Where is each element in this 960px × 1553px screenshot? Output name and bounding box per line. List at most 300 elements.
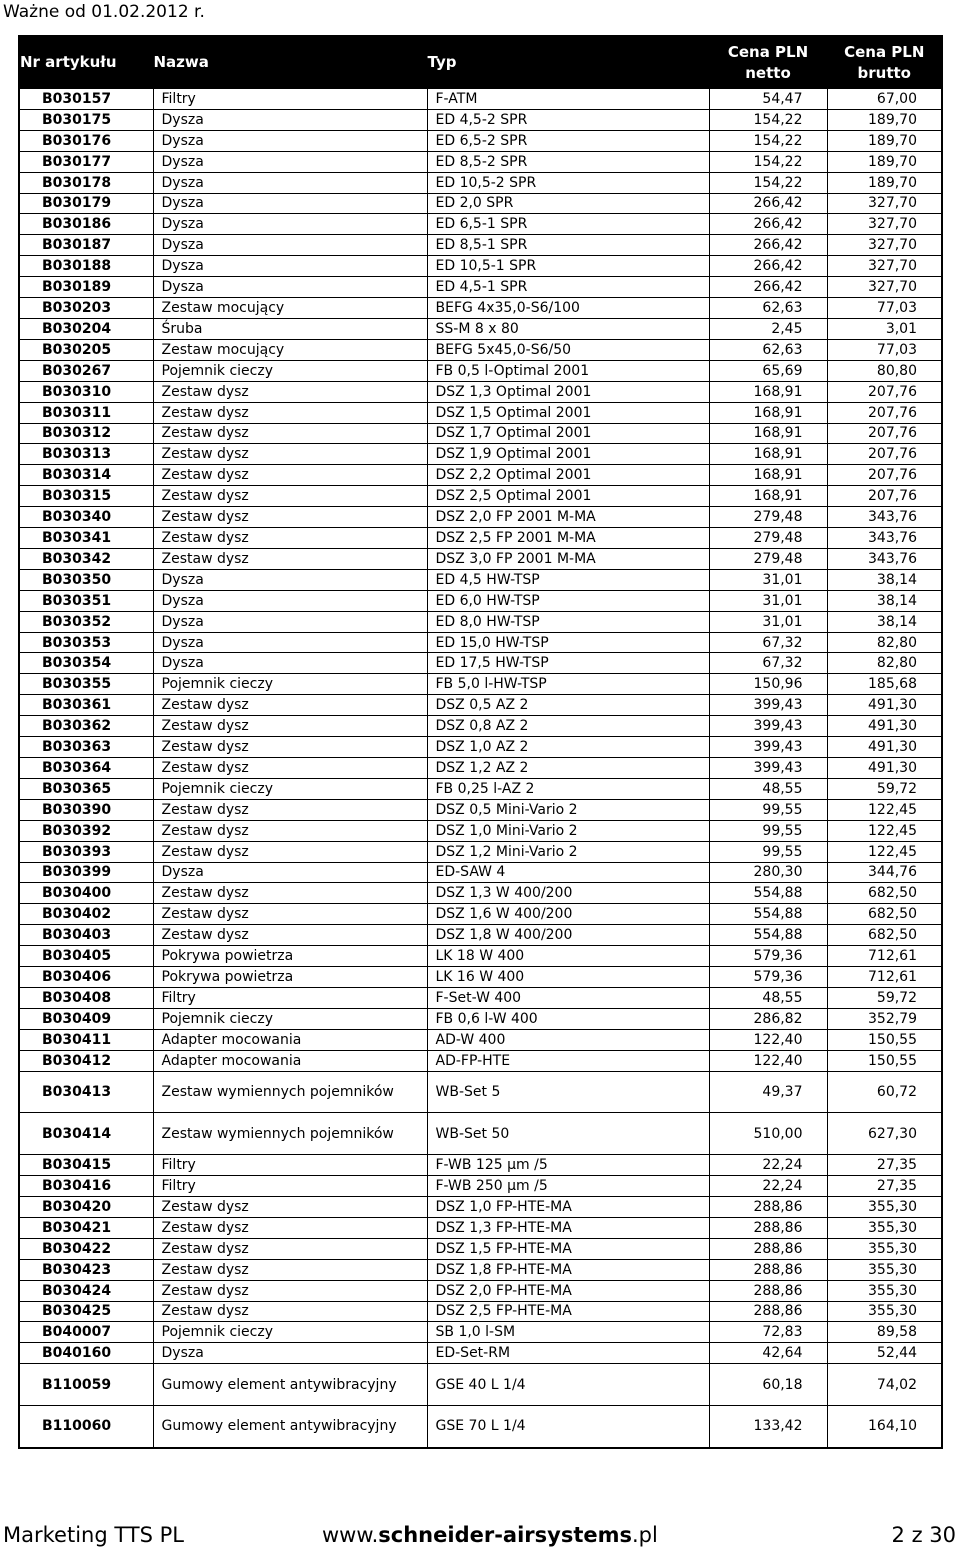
table-row: [19, 130, 942, 151]
cell-net-price: 168,91: [709, 486, 827, 507]
cell-net-price: 399,43: [709, 758, 827, 779]
cell-name: Dysza: [153, 569, 427, 590]
table-row: [19, 402, 942, 423]
cell-gross-price: 82,80: [827, 632, 942, 653]
cell-article-number: B030204: [19, 318, 153, 339]
cell-name: Dysza: [153, 235, 427, 256]
table-row: [19, 172, 942, 193]
cell-net-price: 288,86: [709, 1238, 827, 1259]
cell-gross-price: 682,50: [827, 925, 942, 946]
cell-name: Filtry: [153, 89, 427, 110]
cell-name: Filtry: [153, 1176, 427, 1197]
cell-type: ED 4,5-1 SPR: [427, 277, 709, 298]
cell-net-price: 168,91: [709, 402, 827, 423]
cell-article-number: B030315: [19, 486, 153, 507]
cell-gross-price: 38,14: [827, 590, 942, 611]
cell-type: DSZ 1,3 W 400/200: [427, 883, 709, 904]
cell-type: ED 8,5-1 SPR: [427, 235, 709, 256]
cell-name: Adapter mocowania: [153, 1029, 427, 1050]
cell-type: DSZ 1,9 Optimal 2001: [427, 444, 709, 465]
table-row: [19, 1406, 942, 1448]
cell-net-price: 48,55: [709, 778, 827, 799]
cell-name: Zestaw dysz: [153, 507, 427, 528]
cell-article-number: B030311: [19, 402, 153, 423]
cell-type: FB 0,6 l-W 400: [427, 1008, 709, 1029]
cell-name: Pojemnik cieczy: [153, 1322, 427, 1343]
cell-article-number: B030340: [19, 507, 153, 528]
cell-net-price: 579,36: [709, 967, 827, 988]
cell-name: Śruba: [153, 318, 427, 339]
validity-date: Ważne od 01.02.2012 r.: [3, 2, 205, 22]
cell-gross-price: 355,30: [827, 1280, 942, 1301]
cell-article-number: B030176: [19, 130, 153, 151]
cell-article-number: B030361: [19, 695, 153, 716]
cell-article-number: B030312: [19, 423, 153, 444]
table-row: [19, 298, 942, 319]
cell-name: Gumowy element antywibracyjny: [153, 1364, 427, 1406]
footer-department: Marketing TTS PL: [3, 1523, 184, 1547]
column-header-code: Nr artykułu: [19, 36, 153, 89]
cell-type: DSZ 2,2 Optimal 2001: [427, 465, 709, 486]
cell-type: AD-FP-HTE: [427, 1050, 709, 1071]
table-row: [19, 841, 942, 862]
cell-net-price: 49,37: [709, 1071, 827, 1113]
cell-type: DSZ 3,0 FP 2001 M-MA: [427, 548, 709, 569]
cell-name: Pojemnik cieczy: [153, 1008, 427, 1029]
table-row: [19, 967, 942, 988]
table-row: [19, 1364, 942, 1406]
table-row: [19, 1343, 942, 1364]
cell-gross-price: 352,79: [827, 1008, 942, 1029]
cell-net-price: 133,42: [709, 1406, 827, 1448]
cell-net-price: 65,69: [709, 360, 827, 381]
cell-name: Zestaw mocujący: [153, 298, 427, 319]
column-header-gross-price: [827, 36, 942, 89]
cell-gross-price: 682,50: [827, 904, 942, 925]
cell-gross-price: 77,03: [827, 339, 942, 360]
net-header-line1: Cena PLN: [727, 42, 809, 61]
cell-article-number: B030415: [19, 1155, 153, 1176]
cell-gross-price: 207,76: [827, 486, 942, 507]
table-row: [19, 799, 942, 820]
table-row: [19, 987, 942, 1008]
table-row: [19, 507, 942, 528]
cell-gross-price: 627,30: [827, 1113, 942, 1155]
cell-type: FB 0,25 l-AZ 2: [427, 778, 709, 799]
cell-net-price: 42,64: [709, 1343, 827, 1364]
cell-article-number: B030177: [19, 151, 153, 172]
cell-type: ED 4,5-2 SPR: [427, 109, 709, 130]
cell-gross-price: 207,76: [827, 402, 942, 423]
cell-net-price: 266,42: [709, 214, 827, 235]
cell-gross-price: 122,45: [827, 820, 942, 841]
cell-type: DSZ 0,5 AZ 2: [427, 695, 709, 716]
cell-net-price: 266,42: [709, 193, 827, 214]
cell-net-price: 154,22: [709, 151, 827, 172]
cell-type: F-Set-W 400: [427, 987, 709, 1008]
cell-gross-price: 189,70: [827, 151, 942, 172]
cell-gross-price: 355,30: [827, 1259, 942, 1280]
cell-gross-price: 344,76: [827, 862, 942, 883]
table-row: [19, 883, 942, 904]
cell-name: Zestaw dysz: [153, 1259, 427, 1280]
cell-net-price: 22,24: [709, 1155, 827, 1176]
cell-net-price: 279,48: [709, 507, 827, 528]
cell-name: Adapter mocowania: [153, 1050, 427, 1071]
cell-type: ED 8,5-2 SPR: [427, 151, 709, 172]
cell-article-number: B030365: [19, 778, 153, 799]
cell-name: Zestaw dysz: [153, 1301, 427, 1322]
cell-gross-price: 150,55: [827, 1050, 942, 1071]
cell-type: WB-Set 5: [427, 1071, 709, 1113]
cell-name: Zestaw wymiennych pojemników: [153, 1113, 427, 1155]
cell-name: Filtry: [153, 987, 427, 1008]
cell-article-number: B030393: [19, 841, 153, 862]
cell-type: ED 8,0 HW-TSP: [427, 611, 709, 632]
cell-gross-price: 122,45: [827, 841, 942, 862]
cell-net-price: 99,55: [709, 841, 827, 862]
cell-net-price: 554,88: [709, 904, 827, 925]
cell-gross-price: 327,70: [827, 235, 942, 256]
cell-article-number: B030341: [19, 528, 153, 549]
cell-name: Dysza: [153, 653, 427, 674]
column-header-name: Nazwa: [153, 36, 427, 89]
cell-net-price: 279,48: [709, 548, 827, 569]
cell-net-price: 279,48: [709, 528, 827, 549]
cell-net-price: 288,86: [709, 1301, 827, 1322]
table-row: [19, 277, 942, 298]
cell-name: Pokrywa powietrza: [153, 967, 427, 988]
table-row: [19, 89, 942, 110]
cell-type: ED 6,5-1 SPR: [427, 214, 709, 235]
cell-net-price: 31,01: [709, 569, 827, 590]
cell-type: ED 4,5 HW-TSP: [427, 569, 709, 590]
cell-name: Zestaw dysz: [153, 716, 427, 737]
cell-net-price: 62,63: [709, 298, 827, 319]
cell-gross-price: 327,70: [827, 214, 942, 235]
table-row: [19, 1217, 942, 1238]
table-row: [19, 758, 942, 779]
cell-net-price: 54,47: [709, 89, 827, 110]
gross-header-line2: brutto: [857, 63, 911, 82]
cell-gross-price: 189,70: [827, 109, 942, 130]
cell-net-price: 399,43: [709, 737, 827, 758]
cell-gross-price: 343,76: [827, 507, 942, 528]
table-row: [19, 862, 942, 883]
table-row: [19, 339, 942, 360]
url-suffix: .pl: [632, 1523, 658, 1547]
cell-type: GSE 70 L 1/4: [427, 1406, 709, 1448]
cell-type: DSZ 1,0 FP-HTE-MA: [427, 1197, 709, 1218]
cell-gross-price: 682,50: [827, 883, 942, 904]
cell-type: DSZ 1,5 FP-HTE-MA: [427, 1238, 709, 1259]
cell-gross-price: 52,44: [827, 1343, 942, 1364]
cell-net-price: 62,63: [709, 339, 827, 360]
cell-article-number: B030406: [19, 967, 153, 988]
cell-type: AD-W 400: [427, 1029, 709, 1050]
cell-article-number: B030188: [19, 256, 153, 277]
cell-type: F-WB 250 µm /5: [427, 1176, 709, 1197]
cell-gross-price: 27,35: [827, 1155, 942, 1176]
cell-net-price: 22,24: [709, 1176, 827, 1197]
cell-name: Pokrywa powietrza: [153, 946, 427, 967]
cell-gross-price: 343,76: [827, 528, 942, 549]
cell-gross-price: 355,30: [827, 1238, 942, 1259]
table-row: [19, 1071, 942, 1113]
cell-gross-price: 207,76: [827, 465, 942, 486]
cell-name: Zestaw dysz: [153, 486, 427, 507]
cell-gross-price: 207,76: [827, 423, 942, 444]
cell-name: Pojemnik cieczy: [153, 778, 427, 799]
cell-type: DSZ 1,3 Optimal 2001: [427, 381, 709, 402]
table-row: [19, 318, 942, 339]
cell-name: Dysza: [153, 256, 427, 277]
cell-type: DSZ 1,5 Optimal 2001: [427, 402, 709, 423]
cell-gross-price: 207,76: [827, 381, 942, 402]
cell-type: DSZ 2,0 FP 2001 M-MA: [427, 507, 709, 528]
column-header-type: Typ: [427, 36, 709, 89]
table-row: [19, 778, 942, 799]
cell-article-number: B030408: [19, 987, 153, 1008]
cell-name: Zestaw mocujący: [153, 339, 427, 360]
cell-article-number: B030392: [19, 820, 153, 841]
cell-gross-price: 3,01: [827, 318, 942, 339]
cell-name: Zestaw dysz: [153, 381, 427, 402]
cell-gross-price: 343,76: [827, 548, 942, 569]
cell-net-price: 67,32: [709, 653, 827, 674]
cell-gross-price: 355,30: [827, 1301, 942, 1322]
cell-type: ED 6,0 HW-TSP: [427, 590, 709, 611]
cell-article-number: B030187: [19, 235, 153, 256]
table-row: [19, 256, 942, 277]
cell-article-number: B030409: [19, 1008, 153, 1029]
cell-net-price: 288,86: [709, 1280, 827, 1301]
cell-name: Zestaw dysz: [153, 402, 427, 423]
cell-type: DSZ 1,6 W 400/200: [427, 904, 709, 925]
cell-gross-price: 712,61: [827, 967, 942, 988]
cell-type: DSZ 2,5 FP-HTE-MA: [427, 1301, 709, 1322]
cell-article-number: B030362: [19, 716, 153, 737]
cell-net-price: 288,86: [709, 1217, 827, 1238]
cell-gross-price: 327,70: [827, 193, 942, 214]
table-row: [19, 193, 942, 214]
table-row: [19, 1238, 942, 1259]
cell-name: Dysza: [153, 109, 427, 130]
cell-net-price: 168,91: [709, 465, 827, 486]
table-row: [19, 1029, 942, 1050]
cell-name: Zestaw dysz: [153, 1238, 427, 1259]
cell-type: ED-SAW 4: [427, 862, 709, 883]
cell-gross-price: 74,02: [827, 1364, 942, 1406]
cell-article-number: B030413: [19, 1071, 153, 1113]
cell-article-number: B030267: [19, 360, 153, 381]
cell-name: Zestaw dysz: [153, 528, 427, 549]
cell-gross-price: 164,10: [827, 1406, 942, 1448]
cell-article-number: B030353: [19, 632, 153, 653]
cell-article-number: B030363: [19, 737, 153, 758]
cell-type: SB 1,0 l-SM: [427, 1322, 709, 1343]
cell-net-price: 2,45: [709, 318, 827, 339]
cell-type: SS-M 8 x 80: [427, 318, 709, 339]
cell-type: ED 10,5-1 SPR: [427, 256, 709, 277]
cell-net-price: 150,96: [709, 674, 827, 695]
cell-net-price: 554,88: [709, 883, 827, 904]
cell-type: DSZ 1,3 FP-HTE-MA: [427, 1217, 709, 1238]
footer-website-link[interactable]: [322, 1523, 658, 1547]
column-header-net-price: [709, 36, 827, 89]
cell-article-number: B030350: [19, 569, 153, 590]
table-row: [19, 1301, 942, 1322]
cell-gross-price: 59,72: [827, 987, 942, 1008]
gross-header-line1: Cena PLN: [844, 42, 925, 61]
table-row: [19, 820, 942, 841]
cell-article-number: B030421: [19, 1217, 153, 1238]
cell-type: ED 17,5 HW-TSP: [427, 653, 709, 674]
cell-type: WB-Set 50: [427, 1113, 709, 1155]
cell-type: DSZ 0,8 AZ 2: [427, 716, 709, 737]
cell-gross-price: 491,30: [827, 716, 942, 737]
cell-article-number: B030390: [19, 799, 153, 820]
price-list-table: [18, 35, 943, 1449]
cell-type: DSZ 2,0 FP-HTE-MA: [427, 1280, 709, 1301]
cell-article-number: B110060: [19, 1406, 153, 1448]
url-prefix: www.: [322, 1523, 379, 1547]
table-row: [19, 1259, 942, 1280]
table-body: [19, 89, 942, 1448]
cell-article-number: B030157: [19, 89, 153, 110]
cell-net-price: 154,22: [709, 172, 827, 193]
cell-type: DSZ 1,7 Optimal 2001: [427, 423, 709, 444]
cell-gross-price: 27,35: [827, 1176, 942, 1197]
cell-type: DSZ 1,2 Mini-Vario 2: [427, 841, 709, 862]
cell-gross-price: 355,30: [827, 1217, 942, 1238]
cell-name: Dysza: [153, 632, 427, 653]
cell-net-price: 266,42: [709, 277, 827, 298]
cell-name: Zestaw dysz: [153, 695, 427, 716]
cell-gross-price: 491,30: [827, 737, 942, 758]
cell-article-number: B030352: [19, 611, 153, 632]
cell-gross-price: 122,45: [827, 799, 942, 820]
cell-type: DSZ 2,5 Optimal 2001: [427, 486, 709, 507]
cell-type: ED 10,5-2 SPR: [427, 172, 709, 193]
table-row: [19, 214, 942, 235]
cell-gross-price: 189,70: [827, 130, 942, 151]
cell-type: FB 0,5 l-Optimal 2001: [427, 360, 709, 381]
table-row: [19, 109, 942, 130]
table-row: [19, 1322, 942, 1343]
cell-net-price: 168,91: [709, 444, 827, 465]
cell-name: Gumowy element antywibracyjny: [153, 1406, 427, 1448]
cell-net-price: 266,42: [709, 256, 827, 277]
table-row: [19, 716, 942, 737]
cell-article-number: B030414: [19, 1113, 153, 1155]
cell-article-number: B030310: [19, 381, 153, 402]
cell-type: LK 16 W 400: [427, 967, 709, 988]
cell-gross-price: 38,14: [827, 611, 942, 632]
cell-type: DSZ 1,0 Mini-Vario 2: [427, 820, 709, 841]
cell-article-number: B040160: [19, 1343, 153, 1364]
cell-article-number: B030313: [19, 444, 153, 465]
cell-name: Dysza: [153, 590, 427, 611]
cell-gross-price: 207,76: [827, 444, 942, 465]
cell-gross-price: 355,30: [827, 1197, 942, 1218]
cell-name: Zestaw dysz: [153, 737, 427, 758]
table-row: [19, 653, 942, 674]
table-row: [19, 695, 942, 716]
table-row: [19, 737, 942, 758]
table-row: [19, 1197, 942, 1218]
cell-article-number: B040007: [19, 1322, 153, 1343]
cell-gross-price: 80,80: [827, 360, 942, 381]
cell-net-price: 579,36: [709, 946, 827, 967]
cell-gross-price: 82,80: [827, 653, 942, 674]
table-row: [19, 632, 942, 653]
cell-article-number: B030400: [19, 883, 153, 904]
cell-article-number: B030420: [19, 1197, 153, 1218]
cell-type: DSZ 1,2 AZ 2: [427, 758, 709, 779]
cell-article-number: B030423: [19, 1259, 153, 1280]
cell-article-number: B030205: [19, 339, 153, 360]
cell-gross-price: 150,55: [827, 1029, 942, 1050]
cell-gross-price: 59,72: [827, 778, 942, 799]
cell-gross-price: 60,72: [827, 1071, 942, 1113]
cell-type: FB 5,0 l-HW-TSP: [427, 674, 709, 695]
cell-article-number: B030178: [19, 172, 153, 193]
cell-article-number: B030402: [19, 904, 153, 925]
table-row: [19, 528, 942, 549]
cell-net-price: 122,40: [709, 1029, 827, 1050]
table-row: [19, 611, 942, 632]
cell-type: DSZ 1,8 W 400/200: [427, 925, 709, 946]
cell-net-price: 67,32: [709, 632, 827, 653]
cell-net-price: 168,91: [709, 381, 827, 402]
cell-article-number: B030411: [19, 1029, 153, 1050]
cell-name: Dysza: [153, 172, 427, 193]
table-row: [19, 674, 942, 695]
cell-name: Zestaw dysz: [153, 758, 427, 779]
cell-article-number: B030186: [19, 214, 153, 235]
cell-name: Dysza: [153, 130, 427, 151]
cell-name: Pojemnik cieczy: [153, 674, 427, 695]
cell-gross-price: 712,61: [827, 946, 942, 967]
cell-type: F-WB 125 µm /5: [427, 1155, 709, 1176]
cell-article-number: B030342: [19, 548, 153, 569]
cell-gross-price: 67,00: [827, 89, 942, 110]
cell-name: Zestaw wymiennych pojemników: [153, 1071, 427, 1113]
cell-type: LK 18 W 400: [427, 946, 709, 967]
cell-net-price: 48,55: [709, 987, 827, 1008]
cell-name: Dysza: [153, 1343, 427, 1364]
cell-type: ED 2,0 SPR: [427, 193, 709, 214]
cell-name: Zestaw dysz: [153, 925, 427, 946]
cell-article-number: B030405: [19, 946, 153, 967]
cell-article-number: B030399: [19, 862, 153, 883]
table-row: [19, 569, 942, 590]
cell-name: Zestaw dysz: [153, 1217, 427, 1238]
cell-gross-price: 185,68: [827, 674, 942, 695]
cell-gross-price: 491,30: [827, 695, 942, 716]
table-row: [19, 1176, 942, 1197]
cell-article-number: B030355: [19, 674, 153, 695]
cell-net-price: 399,43: [709, 695, 827, 716]
cell-gross-price: 491,30: [827, 758, 942, 779]
cell-article-number: B030203: [19, 298, 153, 319]
cell-article-number: B030189: [19, 277, 153, 298]
table-row: [19, 590, 942, 611]
cell-net-price: 154,22: [709, 130, 827, 151]
cell-article-number: B030314: [19, 465, 153, 486]
cell-net-price: 288,86: [709, 1259, 827, 1280]
